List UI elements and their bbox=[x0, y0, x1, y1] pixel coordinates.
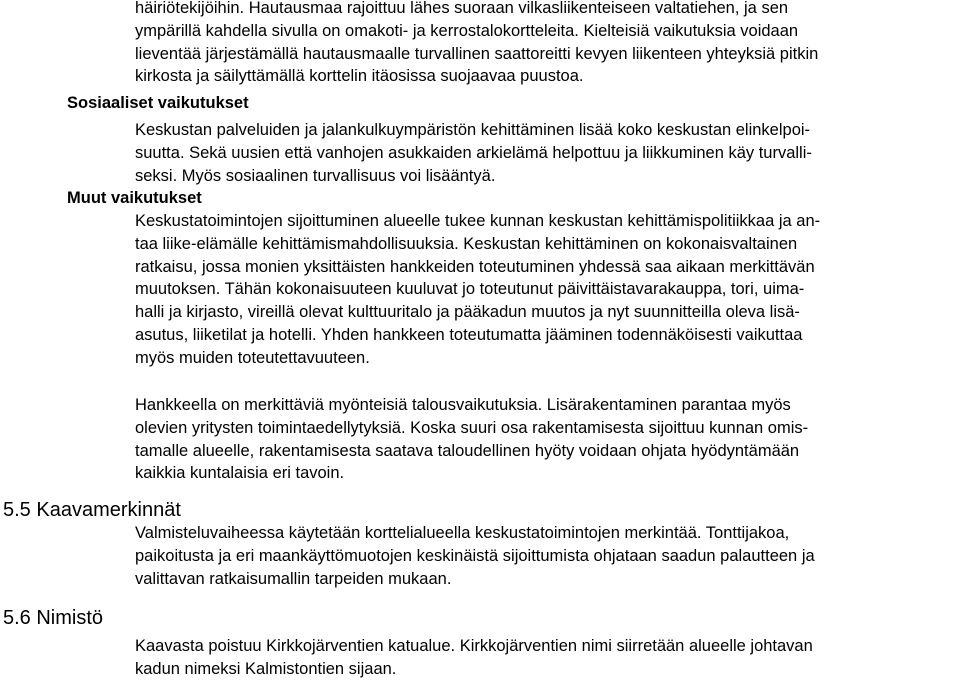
text-line: Valmisteluvaiheessa käytetään korttelialueella keskustatoimintojen merkintää. Tonttijakoa, bbox=[135, 524, 790, 542]
text-line: muutoksen. Tähän kokonaisuuteen kuuluvat jo toteutunut päivittäistavarakauppa, tori, uima- bbox=[135, 280, 805, 299]
section-5-6-paragraph bbox=[135, 635, 947, 681]
text-line: kadun nimeksi Kalmistontien sijaan. bbox=[135, 659, 397, 678]
text-line: ratkaisu, jossa monien yksittäisten hankkeiden toteutuminen yhdessä saa aikaan merkittävän bbox=[135, 257, 815, 276]
economic-impacts-paragraph bbox=[135, 394, 947, 485]
text-line: seksi. Myös sosiaalinen turvallisuus voi lisääntyä. bbox=[135, 166, 496, 185]
text-line: lieventää järjestämällä hautausmaalle turvallinen saattoreitti kevyen liikenteen yhteyksiä pitkin bbox=[135, 44, 819, 63]
intro-paragraph bbox=[135, 0, 947, 88]
social-impacts-heading: Sosiaaliset vaikutukset bbox=[67, 94, 249, 112]
text-line: valittavan ratkaisumallin tarpeiden mukaan. bbox=[135, 569, 452, 588]
text-line: halli ja kirjasto, vireillä olevat kulttuuritalo ja pääkadun muutos ja nyt suunnitteilla oleva lisä- bbox=[135, 303, 800, 322]
text-line: ympärillä kahdella sivulla on omakoti- ja kerrostalokortteleita. Kielteisiä vaikutuksia voidaan bbox=[135, 21, 799, 40]
text-line: häiriötekijöihin. Hautausmaa rajoittuu lähes suoraan vilkasliikenteiseen valtatiehen, ja sen bbox=[135, 0, 789, 17]
text-line: kirkosta ja säilyttämällä korttelin itäosissa suojaavaa puustoa. bbox=[135, 67, 584, 86]
text-line: olevien yritysten toimintaedellytyksiä. Koska suuri osa rakentamisesta sijoittuu kunnan omis- bbox=[135, 418, 809, 437]
text-line: asutus, liiketilat ja hotelli. Yhden hankkeen toteutumatta jääminen todennäköisesti vaikuttaa bbox=[135, 325, 803, 344]
other-impacts-heading: Muut vaikutukset bbox=[67, 189, 202, 207]
other-impacts-paragraph bbox=[135, 210, 947, 370]
text-line: Hankkeella on merkittäviä myönteisiä talousvaikutuksia. Lisärakentaminen parantaa myös bbox=[135, 396, 791, 414]
section-5-5-paragraph bbox=[135, 522, 947, 590]
text-line: Keskustan palveluiden ja jalankulkuympäristön kehittäminen lisää koko keskustan elinkelpoi- bbox=[135, 121, 811, 139]
text-line: kaikkia kuntalaisia eri tavoin. bbox=[135, 464, 345, 483]
section-5-5-heading: 5.5 Kaavamerkinnät bbox=[3, 499, 181, 521]
section-5-6-heading: 5.6 Nimistö bbox=[3, 607, 104, 629]
text-line: suutta. Sekä uusien että vanhojen asukkaiden arkielämä helpottuu ja liikkuminen käy turvalli- bbox=[135, 143, 812, 162]
text-line: paikoitusta ja eri maankäyttömuotojen keskinäistä sijoittumista ohjataan saadun palautteen ja bbox=[135, 546, 815, 565]
text-line: tamalle alueelle, rakentamisesta saatava taloudellinen hyöty voidaan ohjata hyödyntämään bbox=[135, 441, 800, 460]
text-line: taa liike-elämälle kehittämismahdollisuuksia. Keskustan kehittäminen on kokonaisvaltainen bbox=[135, 234, 798, 253]
social-impacts-paragraph bbox=[135, 119, 947, 187]
text-line: myös muiden toteutettavuuteen. bbox=[135, 348, 370, 367]
text-line: Kaavasta poistuu Kirkkojärventien katualue. Kirkkojärventien nimi siirretään alueelle johtavan bbox=[135, 637, 813, 655]
text-line: Keskustatoimintojen sijoittuminen alueelle tukee kunnan keskustan kehittämispolitiikkaa ja an- bbox=[135, 212, 821, 230]
